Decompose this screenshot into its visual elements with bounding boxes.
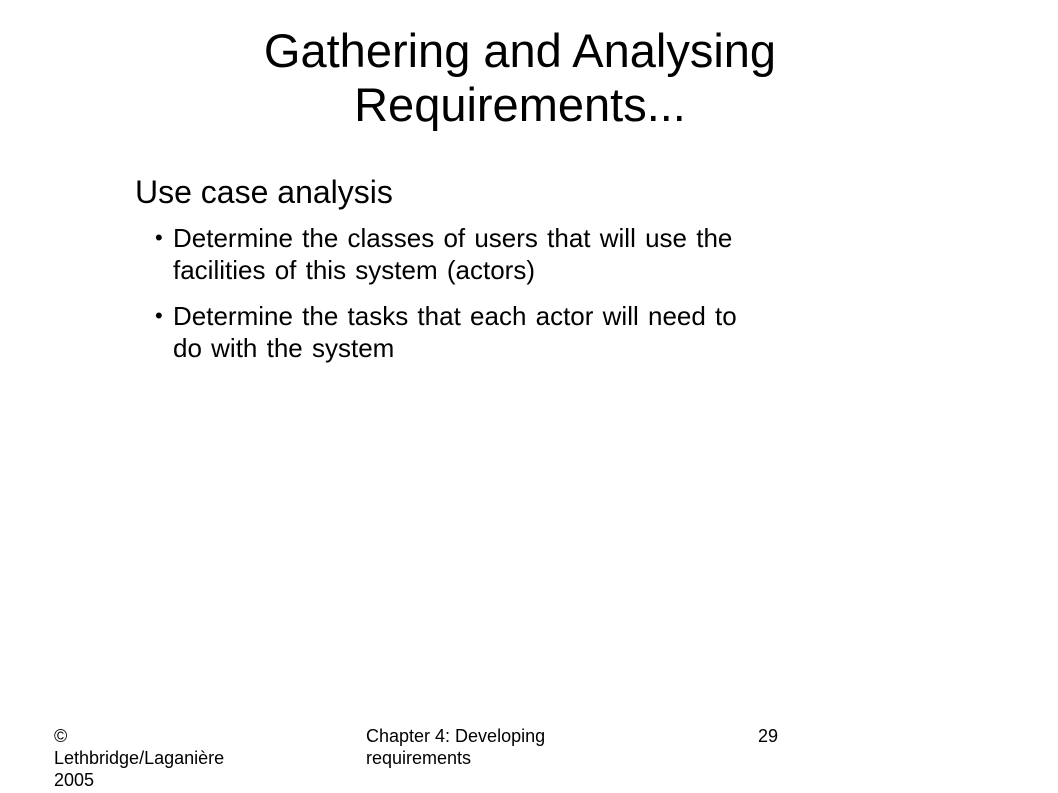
page-number: 29: [758, 726, 779, 746]
bullet-icon: •: [155, 225, 163, 250]
footer-copyright: [54, 725, 284, 793]
chapter-line1: Chapter 4: Developing: [366, 726, 546, 746]
copyright-symbol: ©: [54, 726, 68, 746]
bullet-text-line2: do with the system: [173, 333, 395, 363]
copyright-authors: Lethbridge/Laganière: [54, 748, 225, 768]
slide-title-line2: Requirements...: [354, 78, 686, 131]
slide-body: [135, 172, 995, 378]
slide-title: [0, 24, 1040, 132]
bullet-item: [135, 300, 995, 364]
bullet-text-line2: facilities of this system (actors): [173, 255, 535, 285]
chapter-line2: requirements: [366, 748, 472, 768]
copyright-year: 2005: [54, 770, 95, 790]
slide-title-line1: Gathering and Analysing: [263, 24, 777, 77]
footer-chapter: [366, 725, 616, 769]
bullet-list: [135, 222, 995, 364]
section-heading: Use case analysis: [135, 174, 393, 210]
bullet-text-line1: Determine the classes of users that will use the: [173, 223, 733, 253]
bullet-item: [135, 222, 995, 286]
bullet-icon: •: [155, 303, 163, 328]
bullet-text-line1: Determine the tasks that each actor will need to: [173, 301, 737, 331]
